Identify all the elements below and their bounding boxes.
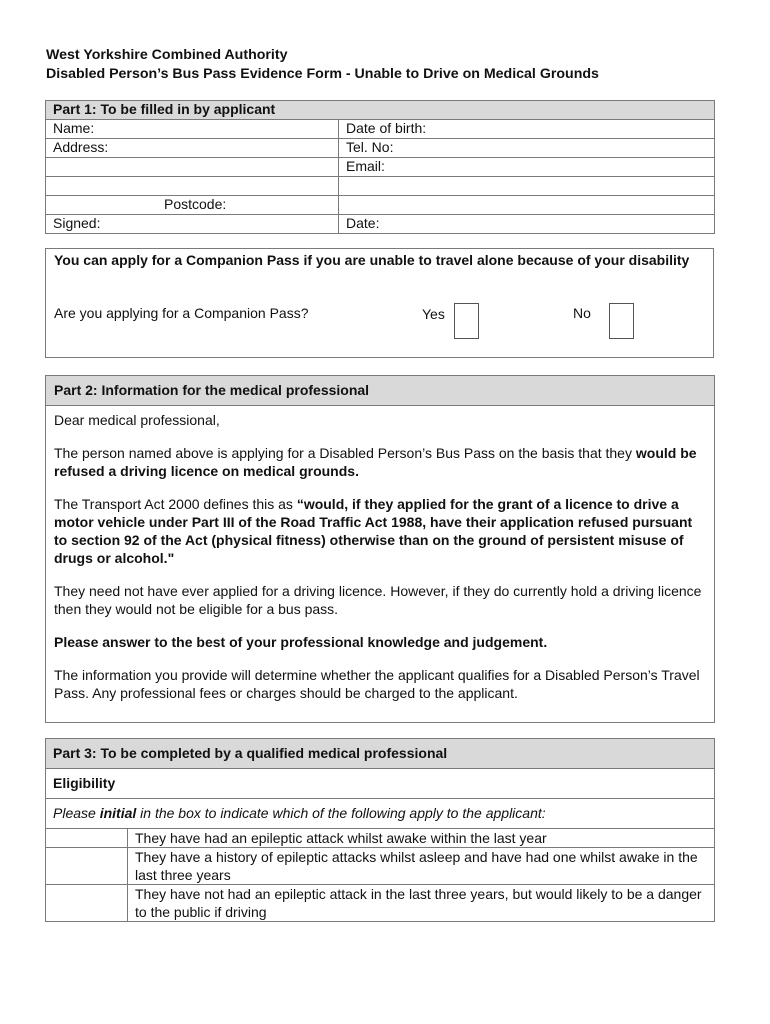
greeting: Dear medical professional, — [54, 412, 220, 428]
blank-field[interactable] — [339, 177, 715, 196]
paragraph-3: They need not have ever applied for a driving licence. However, if they do currently hold a driving licence then they would not be eligible for a bus pass. — [54, 583, 702, 617]
blank-field-2[interactable] — [339, 196, 715, 215]
date-field[interactable]: Date: — [339, 215, 715, 234]
part2-body — [46, 406, 715, 723]
eligibility-option-2: They have a history of epileptic attacks whilst asleep and have had one whilst awake in the last three years — [128, 848, 715, 885]
form-title: Disabled Person’s Bus Pass Evidence Form - Unable to Drive on Medical Grounds — [46, 66, 599, 82]
initial-box-1[interactable] — [46, 829, 128, 848]
paragraph-2: The Transport Act 2000 defines this as “would, if they applied for the grant of a licence to drive a motor vehicle under Part III of the Road Traffic Act 1988, have their application refused pursuant to section 92 of the Act (physical fitness) otherwise than on the ground of persistent misuse of drugs or alcohol." — [54, 496, 693, 566]
companion-heading: You can apply for a Companion Pass if you are unable to travel alone because of your disability — [54, 252, 690, 268]
postcode-field[interactable]: Postcode: — [46, 196, 339, 215]
address-line-3[interactable] — [46, 177, 339, 196]
eligibility-heading: Eligibility — [46, 769, 715, 799]
part1-applicant-table — [45, 100, 715, 234]
address-line-2[interactable] — [46, 158, 339, 177]
initial-box-3[interactable] — [46, 885, 128, 922]
form-header — [46, 46, 599, 84]
yes-checkbox[interactable] — [454, 303, 479, 339]
no-checkbox[interactable] — [609, 303, 634, 339]
dob-field[interactable]: Date of birth: — [339, 120, 715, 139]
part3-table — [45, 738, 715, 922]
part3-title: Part 3: To be completed by a qualified medical professional — [46, 739, 715, 769]
eligibility-option-1: They have had an epileptic attack whilst awake within the last year — [128, 829, 715, 848]
tel-field[interactable]: Tel. No: — [339, 139, 715, 158]
eligibility-option-3: They have not had an epileptic attack in the last three years, but would likely to be a danger to the public if driving — [128, 885, 715, 922]
organisation-name: West Yorkshire Combined Authority — [46, 47, 288, 63]
part1-title: Part 1: To be filled in by applicant — [46, 101, 715, 120]
paragraph-1: The person named above is applying for a Disabled Person’s Bus Pass on the basis that they would be refused a driving licence on medical grounds. — [54, 445, 697, 479]
companion-pass-section — [45, 248, 714, 358]
email-field[interactable]: Email: — [339, 158, 715, 177]
signed-field[interactable]: Signed: — [46, 215, 339, 234]
address-field[interactable]: Address: — [46, 139, 339, 158]
paragraph-5: The information you provide will determine whether the applicant qualifies for a Disabled Person’s Travel Pass. Any professional fees or charges should be charged to the applicant. — [54, 667, 700, 701]
no-label: No — [573, 305, 591, 321]
part2-title: Part 2: Information for the medical professional — [46, 376, 715, 406]
instructions: Please initial in the box to indicate which of the following apply to the applicant: — [46, 799, 715, 829]
name-field[interactable]: Name: — [46, 120, 339, 139]
companion-question: Are you applying for a Companion Pass? — [54, 305, 309, 321]
initial-box-2[interactable] — [46, 848, 128, 885]
paragraph-4: Please answer to the best of your professional knowledge and judgement. — [54, 634, 548, 650]
part2-table — [45, 375, 715, 723]
yes-label: Yes — [422, 306, 445, 322]
